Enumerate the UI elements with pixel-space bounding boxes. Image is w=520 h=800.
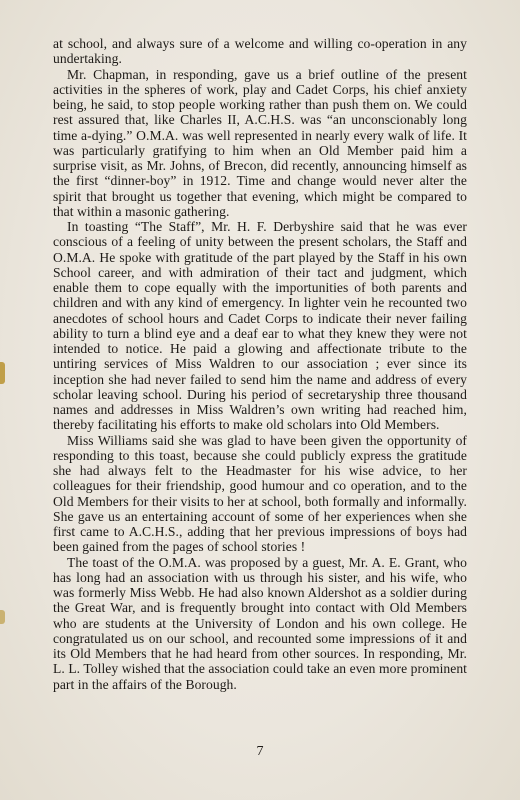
paragraph-continuation: at school, and always sure of a welcome and willing co-operation in any undertaking. — [53, 36, 467, 67]
paragraph-staff-toast: In toasting “The Staff”, Mr. H. F. Derbyshire said that he was ever conscious of a feeling of unity between the present scholars, the Staff and O.M.A. He spoke with gratitude of the part played by the Staff in his own School career, and with admiration of their tact and judgment, which enable them to cope equally with the importunities of both parents and children and with any kind of emergency. In lighter vein he recounted two anecdotes of school hours and Cadet Corps to indicate their never failing ability to turn a blind eye and a deaf ear to what they knew they were not intended to notice. He paid a glowing and affectionate tribute to the untiring services of Miss Waldren to our association ; ever since its inception she had never failed to send him the name and address of every scholar leaving school. During his period of secretaryship three thousand names and addresses in Miss Waldren’s own writing had reached him, thereby facilitating his efforts to make old scholars into Old Members. — [53, 219, 467, 433]
binding-stain — [0, 610, 5, 624]
paragraph-miss-williams: Miss Williams said she was glad to have been given the opportunity of responding to this toast, because she could publicly express the gratitude she had always felt to the Headmaster for his wise advice, to her colleagues for their friendship, good humour and co operation, and to the Old Members for their visits to her at school, both formally and informally. She gave us an entertaining account of some of her experiences when she first came to A.C.H.S., adding that her previous impressions of boys had been gained from the pages of school stories ! — [53, 432, 467, 555]
paragraph-oma-toast: The toast of the O.M.A. was proposed by a guest, Mr. A. E. Grant, who has long had an association with us through his sister, and his wife, who was formerly Miss Webb. He had also known Aldershot as a soldier during the Great War, and is frequently brought into contact with Old Members who are students at the University of London and his own college. He congratulated us on our school, and recounted some impressions of it and its Old Members that he had heard from other sources. In responding, Mr. L. L. Tolley wished that the association could take an even more prominent part in the affairs of the Borough. — [53, 554, 467, 692]
body-text — [53, 36, 467, 692]
binding-stain — [0, 362, 5, 384]
paragraph-chapman-response: Mr. Chapman, in responding, gave us a brief outline of the present activities in the spheres of work, play and Cadet Corps, his chief anxiety being, he said, to stop people working rather than push them on. We could rest assured that, like Charles II, A.C.H.S. was “an unconscionably long time a-dying.” O.M.A. was well represented in nearly every walk of life. It was particularly gratifying to him when an Old Member paid him a surprise visit, as Mr. Johns, of Brecon, did recently, announcing himself as the first “dinner-boy” in 1912. Time and change would never alter the spirit that brought us together that evening, which might be compared to that within a masonic gathering. — [53, 66, 467, 219]
page-number: 7 — [256, 744, 264, 759]
